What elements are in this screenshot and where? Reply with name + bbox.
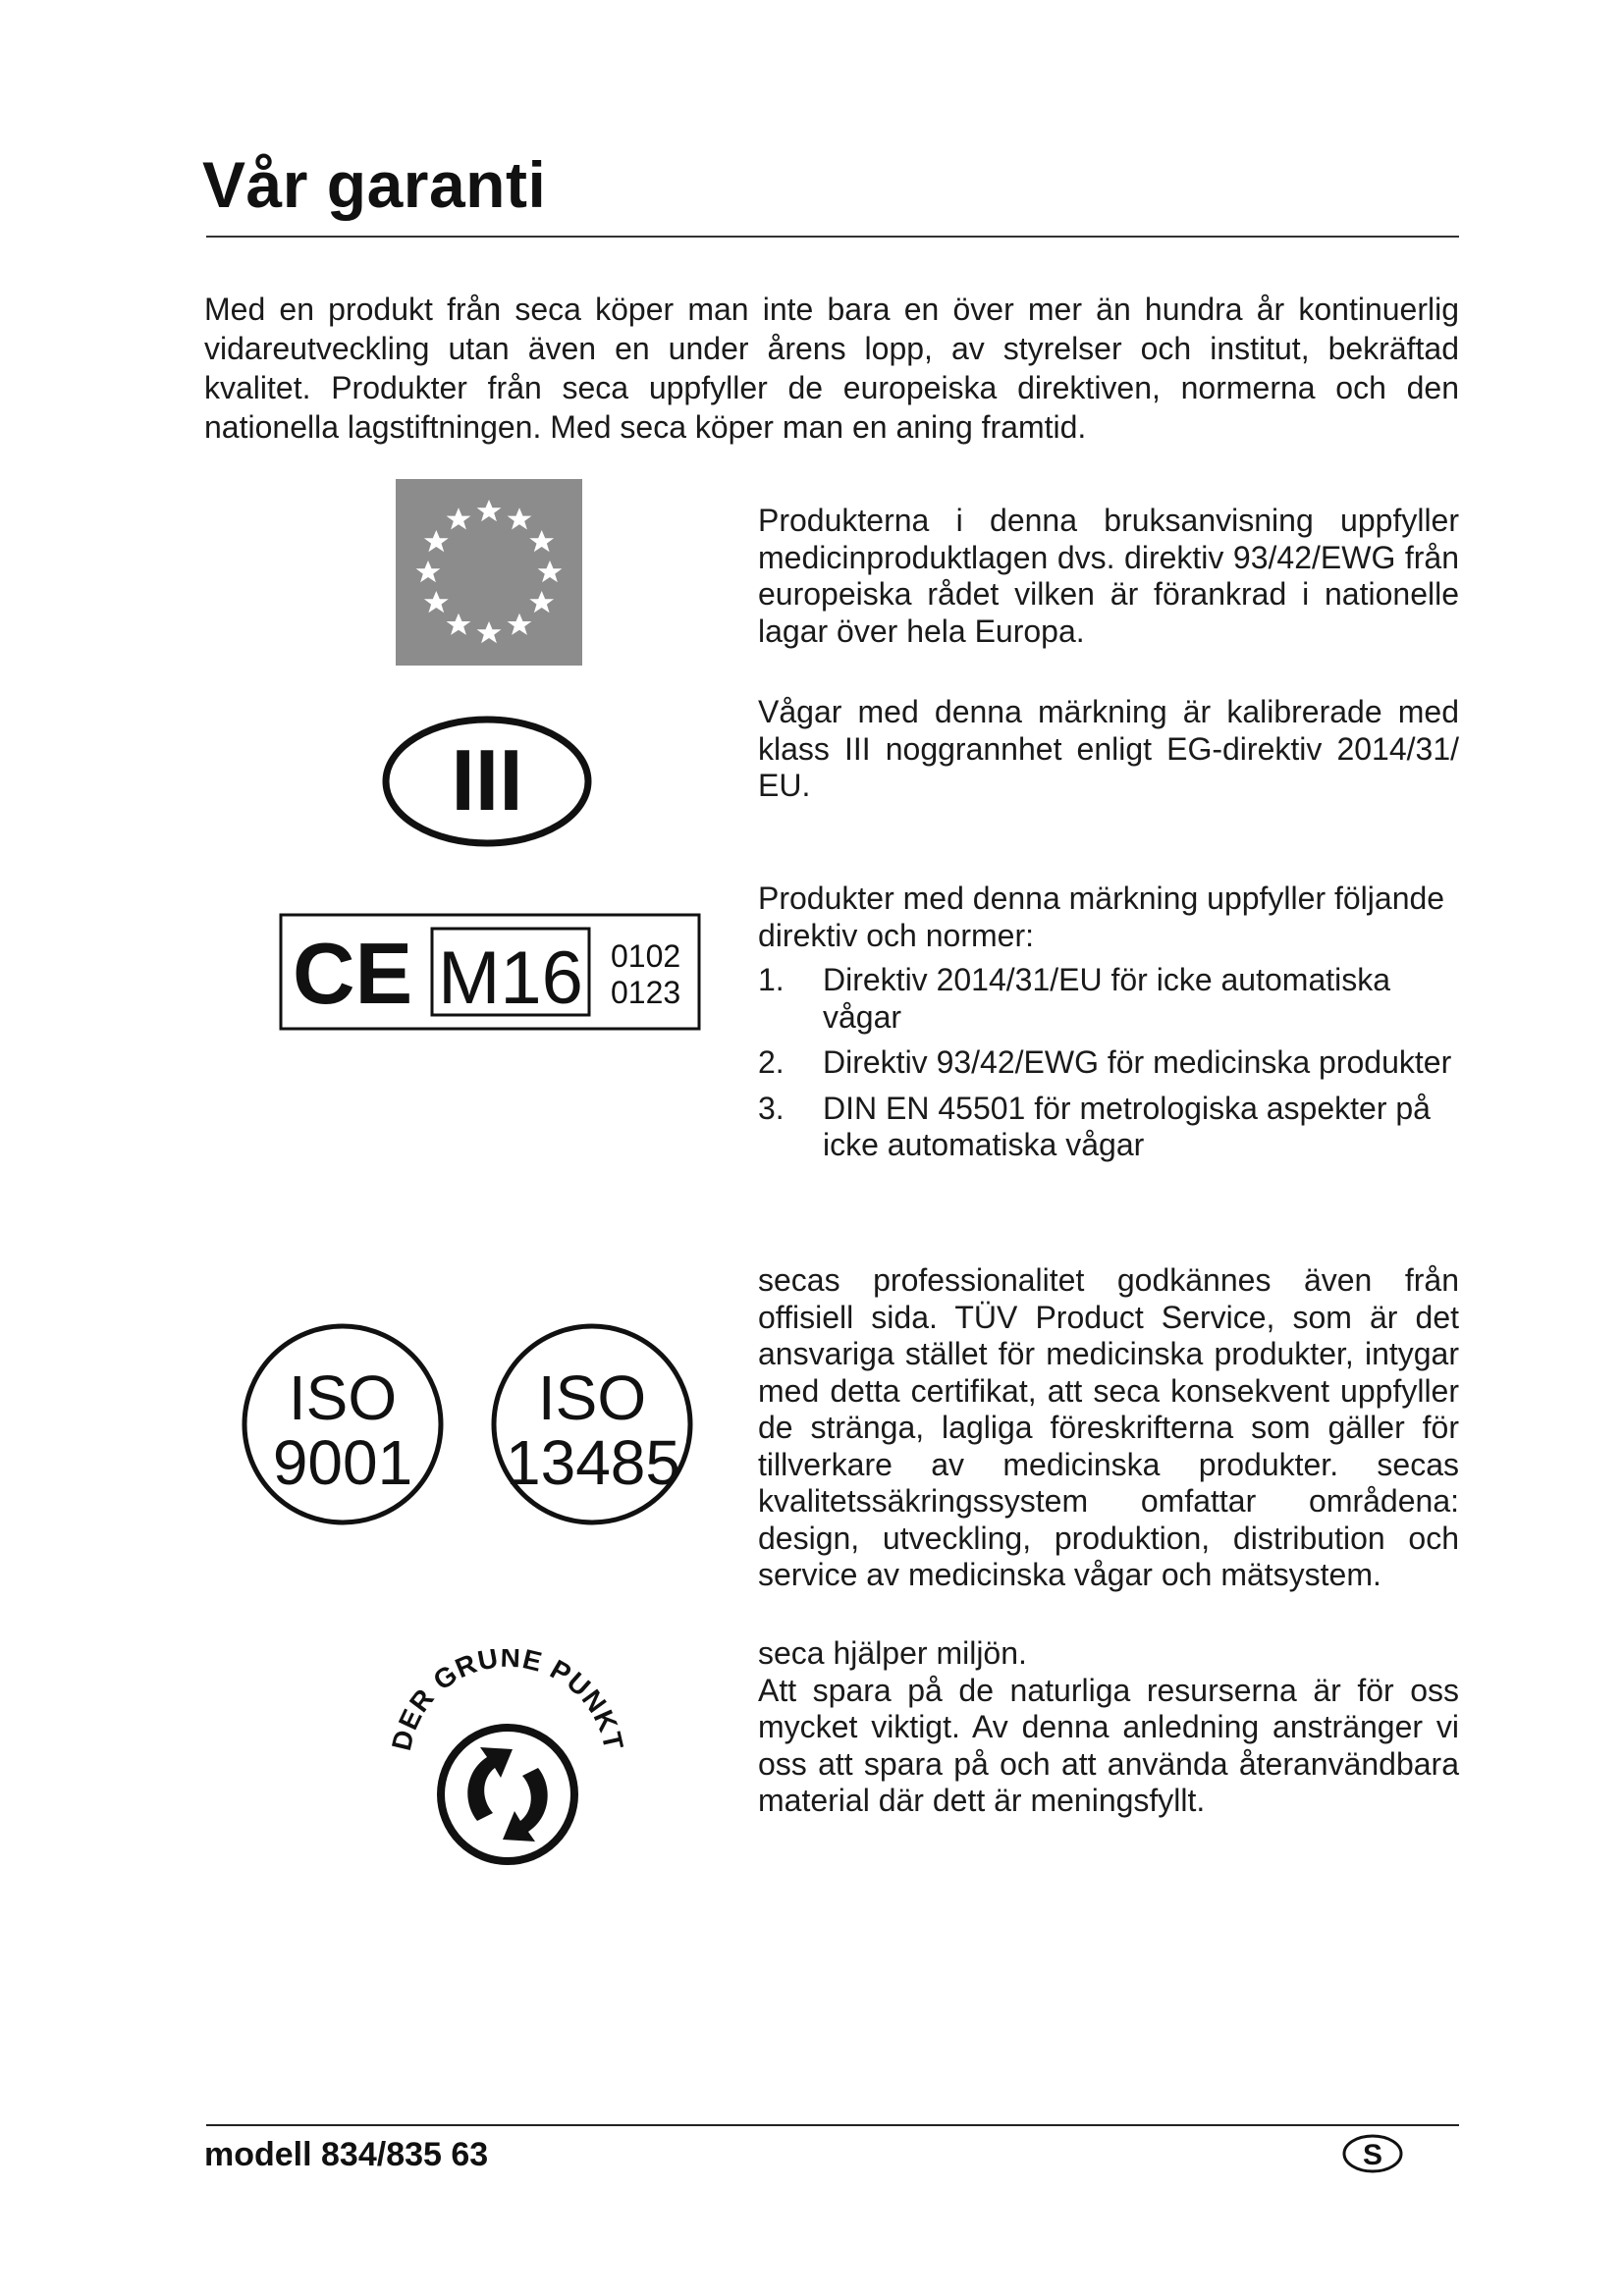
language-badge-icon xyxy=(1341,2132,1404,2180)
eu-flag-icon xyxy=(396,479,582,670)
svg-text:0102: 0102 xyxy=(611,938,681,974)
green-paragraph: Att spara på de naturliga resurserna är för oss mycket viktigt. Av denna anledning anstränger vi oss att spara på och att använda återanvändbara material där dett är meningsfyllt. xyxy=(758,1672,1459,1818)
svg-text:ISO: ISO xyxy=(537,1362,647,1433)
directives-list xyxy=(758,962,1459,1164)
page-title: Vår garanti xyxy=(202,148,547,221)
title-divider xyxy=(206,236,1459,238)
eu-text: Produkterna i denna bruksanvisning uppfyller medicinproduktlagen dvs. direktiv 93/42/EWG från europeiska rådet vilken är förankrad i nationelle lagar över hela Europa. xyxy=(758,503,1459,649)
green-dot-icon xyxy=(385,1649,630,1870)
svg-text:M16: M16 xyxy=(438,936,583,1020)
svg-text:9001: 9001 xyxy=(272,1427,413,1498)
class3-text: Vågar med denna märkning är kalibrerade med klass III noggrannhet enligt EG-direktiv 2014/31/ EU. xyxy=(758,694,1459,803)
ce-mark-icon xyxy=(279,913,701,1036)
green-text xyxy=(758,1635,1459,1820)
svg-text:S: S xyxy=(1362,2139,1383,2171)
green-line1: seca hjälper miljön. xyxy=(758,1635,1027,1671)
svg-text:DER GRÜNE PUNKT: DER GRÜNE PUNKT xyxy=(385,1649,629,1754)
footer-divider xyxy=(206,2124,1459,2126)
list-item: 3. DIN EN 45501 för metrologiska aspekter på icke automatiska vågar xyxy=(758,1090,1431,1162)
iso-13485-badge-icon xyxy=(489,1321,697,1532)
iso-text: secas professionalitet godkännes även från offisiell sida. TÜV Product Service, som är det ansvariga stället för medicinska produkter, intygar med detta certifikat, att seca konsekvent uppfyller de stränga, lagliga föreskrifterna som gäller för tillverkare av medicinska produkter. secas kvalitetssäkringssystem omfattar områdena: design, utveckling, produktion, distribution och service av medicinska vågar och mätsystem. xyxy=(758,1262,1459,1592)
svg-text:13485: 13485 xyxy=(506,1427,680,1498)
ce-intro: Produkter med denna märkning uppfyller följande direktiv och normer: xyxy=(758,881,1445,953)
ce-text xyxy=(758,881,1459,1173)
list-item: 1. Direktiv 2014/31/EU för icke automatiska vågar xyxy=(758,962,1391,1035)
svg-text:0123: 0123 xyxy=(611,975,681,1010)
intro-paragraph: Med en produkt från seca köper man inte bara en över mer än hundra år kontinuerlig vidareutveckling utan även en under årens lopp, av styrelser och institut, bekräftad kvalitet. Produkter från seca uppfyller de europeiska direktiven, normerna och den nationella lagstiftningen. Med seca köper man en aning framtid. xyxy=(204,292,1459,445)
svg-text:III: III xyxy=(451,731,523,828)
list-item: 2. Direktiv 93/42/EWG för medicinska produkter xyxy=(758,1044,1452,1080)
class-iii-mark-icon xyxy=(381,715,593,853)
footer-model-label: modell 834/835 63 xyxy=(204,2136,489,2173)
iso-9001-badge-icon xyxy=(240,1321,446,1532)
svg-text:CE: CE xyxy=(293,925,413,1022)
svg-text:ISO: ISO xyxy=(288,1362,398,1433)
